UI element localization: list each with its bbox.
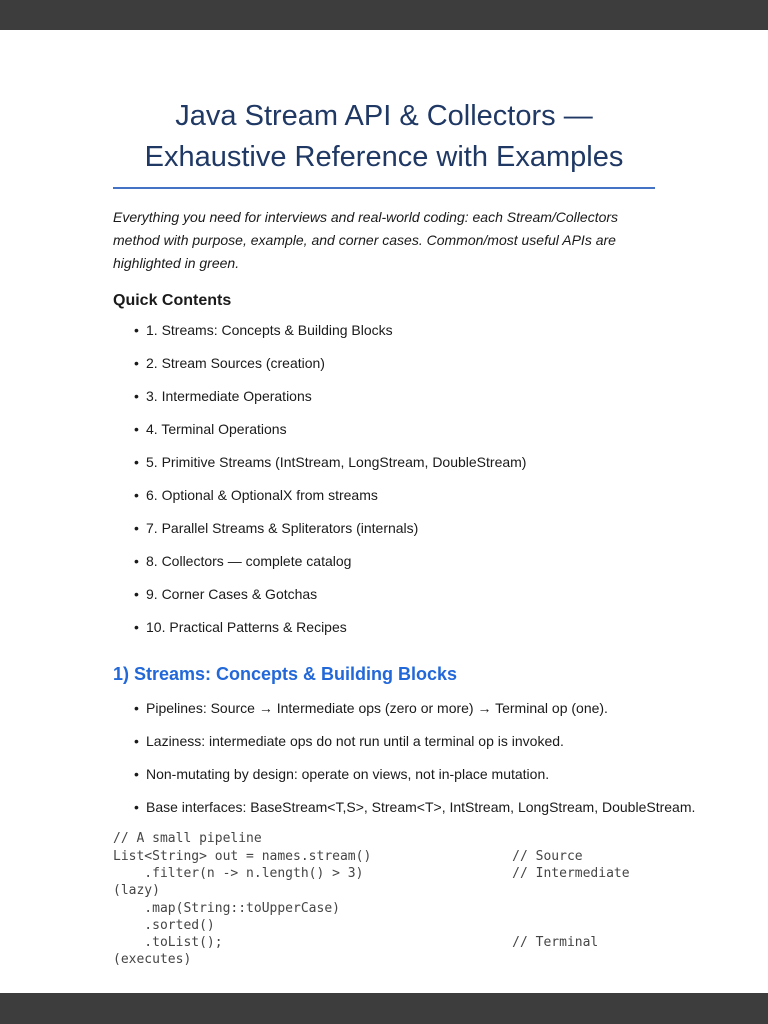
- toc-item: • 4. Terminal Operations: [113, 419, 655, 439]
- code-line: .filter(n -> n.length() > 3) // Intermediate: [113, 865, 630, 881]
- code-line: .map(String::toUpperCase): [113, 900, 340, 916]
- title-underline-rule: [113, 187, 655, 189]
- toc-item: • 3. Intermediate Operations: [113, 386, 655, 406]
- toc-item: • 5. Primitive Streams (IntStream, LongStream, DoubleStream): [113, 452, 655, 472]
- code-block-pipeline-example: [113, 830, 655, 968]
- intro-paragraph: Everything you need for interviews and real-world coding: each Stream/Collectors method with purpose, example, and corner cases. Common/most useful APIs are highlighted in green.: [113, 209, 619, 271]
- code-line: .toList(); // Terminal: [113, 935, 599, 951]
- section-1-bullet-list: [113, 698, 696, 817]
- toc-item: • 10. Practical Patterns & Recipes: [113, 617, 655, 637]
- code-line: List<String> out = names.stream() // Source: [113, 848, 583, 864]
- toc-item: • 8. Collectors — complete catalog: [113, 551, 655, 571]
- code-line: (executes): [113, 952, 192, 968]
- document-title-line-1: Java Stream API & Collectors —: [175, 100, 593, 132]
- toc-item: • 6. Optional & OptionalX from streams: [113, 485, 655, 505]
- section-1-bullet: • Laziness: intermediate ops do not run until a terminal op is invoked.: [113, 731, 655, 751]
- code-line: .sorted(): [113, 917, 215, 933]
- toc-item: • 9. Corner Cases & Gotchas: [113, 584, 655, 604]
- quick-contents-heading: Quick Contents: [113, 292, 232, 310]
- section-1-bullet: • Base interfaces: BaseStream<T,S>, Stream<T>, IntStream, LongStream, DoubleStream.: [113, 797, 655, 817]
- document-title: [113, 96, 655, 178]
- code-line: // A small pipeline: [113, 831, 262, 847]
- section-1-bullet: • Non-mutating by design: operate on views, not in-place mutation.: [113, 764, 655, 784]
- section-1-heading: 1) Streams: Concepts & Building Blocks: [113, 664, 458, 685]
- toc-item: • 7. Parallel Streams & Spliterators (internals): [113, 518, 655, 538]
- quick-contents-list: [113, 320, 655, 637]
- toc-item: • 2. Stream Sources (creation): [113, 353, 655, 373]
- code-line: (lazy): [113, 883, 160, 899]
- section-1-bullet: • Pipelines: Source → Intermediate ops (zero or more) → Terminal op (one).: [113, 698, 655, 718]
- document-page: [0, 30, 768, 993]
- document-title-line-2: Exhaustive Reference with Examples: [144, 141, 624, 174]
- toc-item: • 1. Streams: Concepts & Building Blocks: [113, 320, 655, 340]
